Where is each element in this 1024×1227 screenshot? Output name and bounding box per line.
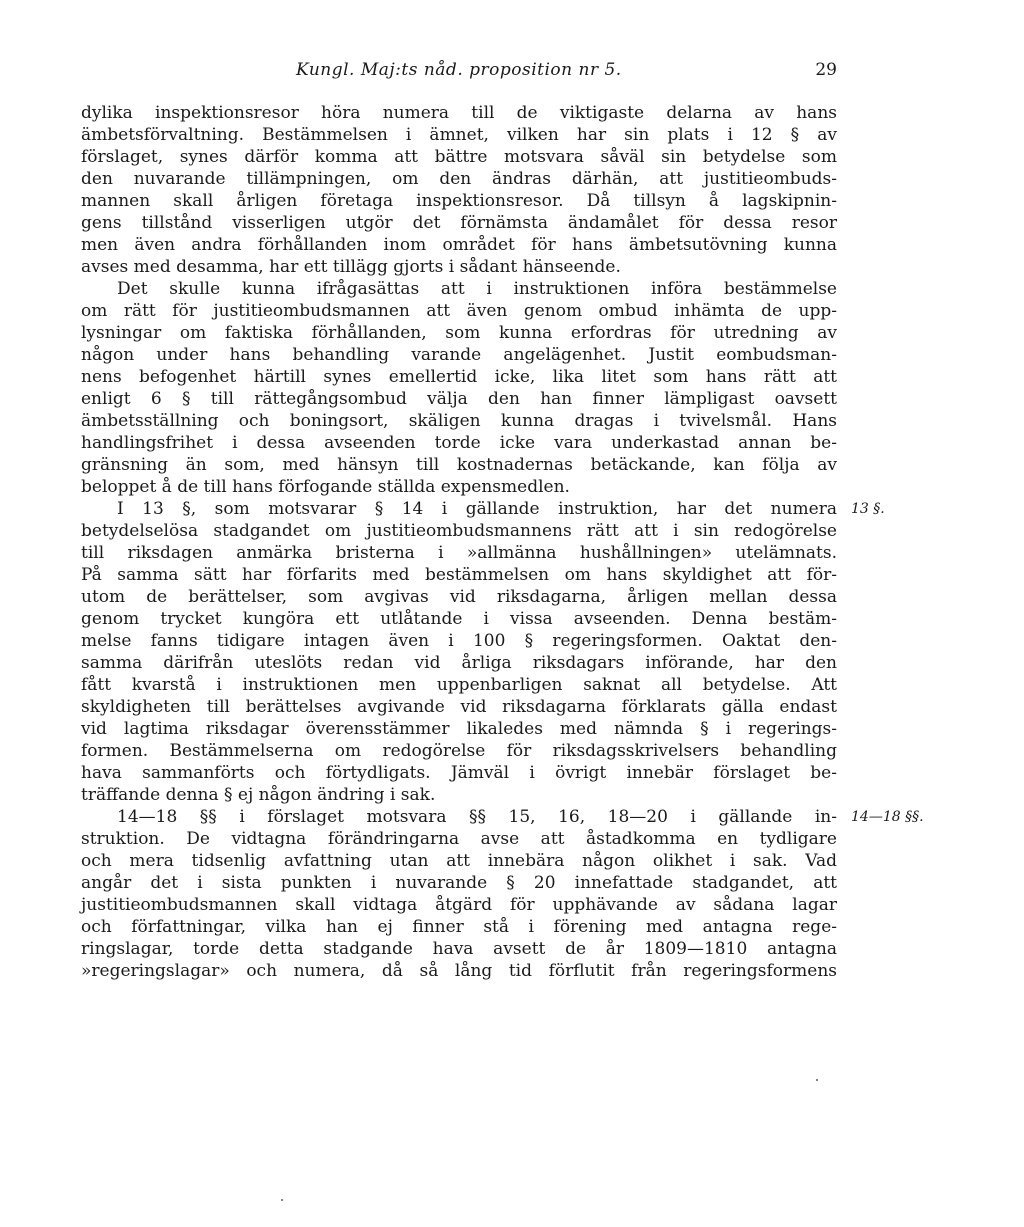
text-line: och mera tidsenlig avfattning utan att innebära någon olikhet i sak. Vad — [81, 851, 837, 871]
text-line: ämbetsställning och boningsort, skäligen kunna dragas i tvivelsmål. Hans — [81, 411, 837, 431]
margin-note: 14—18 §§. — [851, 809, 924, 825]
text-line: »regeringslagar» och numera, då så lång tid förflutit från regeringsformens — [81, 961, 837, 981]
text-line: 14—18 §§ i förslaget motsvara §§ 15, 16, 18—20 i gällande in- — [117, 807, 837, 827]
text-line: till riksdagen anmärka bristerna i »allmänna hushållningen» utelämnats. — [81, 543, 837, 563]
text-line: avses med desamma, har ett tillägg gjorts i sådant hänseende. — [81, 257, 621, 277]
text-line: genom trycket kungöra ett utlåtande i vissa avseenden. Denna bestäm- — [81, 609, 837, 629]
text-line: beloppet å de till hans förfogande ställda expensmedlen. — [81, 477, 570, 497]
text-line: betydelselösa stadgandet om justitieombudsmannens rätt att i sin redogörelse — [81, 521, 837, 541]
text-line: I 13 §, som motsvarar § 14 i gällande instruktion, har det numera — [117, 499, 837, 519]
text-line: nens befogenhet härtill synes emellertid icke, lika litet som hans rätt att — [81, 367, 837, 387]
text-line: justitieombudsmannen skall vidtaga åtgärd för upphävande av sådana lagar — [81, 895, 837, 915]
margin-note: 13 §. — [851, 501, 885, 517]
text-line: hava sammanförts och förtydligats. Jämväl i övrigt innebär förslaget be- — [81, 763, 837, 783]
text-line: om rätt för justitieombudsmannen att även genom ombud inhämta de upp- — [81, 301, 837, 321]
scan-speck — [281, 1199, 283, 1201]
text-line: Det skulle kunna ifrågasättas att i instruktionen införa bestämmelse — [117, 279, 837, 299]
text-line: samma därifrån uteslöts redan vid årliga riksdagars införande, har den — [81, 653, 837, 673]
text-line: någon under hans behandling varande angelägenhet. Justit eombudsman- — [81, 345, 837, 365]
text-line: vid lagtima riksdagar överensstämmer likaledes med nämnda § i regerings- — [81, 719, 837, 739]
text-line: gränsning än som, med hänsyn till kostnadernas betäckande, kan följa av — [81, 455, 837, 475]
text-line: På samma sätt har förfarits med bestämmelsen om hans skyldighet att för- — [81, 565, 837, 585]
text-line: dylika inspektionsresor höra numera till de viktigaste delarna av hans — [81, 103, 837, 123]
text-line: men även andra förhållanden inom området för hans ämbetsutövning kunna — [81, 235, 837, 255]
text-line: förslaget, synes därför komma att bättre motsvara såväl sin betydelse som — [81, 147, 837, 167]
text-line: och författningar, vilka han ej finner stå i förening med antagna rege- — [81, 917, 837, 937]
body-text — [81, 102, 837, 982]
text-line: den nuvarande tillämpningen, om den ändras därhän, att justitieombuds- — [81, 169, 837, 189]
page-number: 29 — [815, 60, 837, 80]
text-line: utom de berättelser, som avgivas vid riksdagarna, årligen mellan dessa — [81, 587, 837, 607]
running-title: Kungl. Maj:ts nåd. proposition nr 5. — [296, 60, 622, 80]
text-line: lysningar om faktiska förhållanden, som kunna erfordras för utredning av — [81, 323, 837, 343]
text-line: ringslagar, torde detta stadgande hava avsett de år 1809—1810 antagna — [81, 939, 837, 959]
text-line: fått kvarstå i instruktionen men uppenbarligen saknat all betydelse. Att — [81, 675, 837, 695]
text-line: enligt 6 § till rättegångsombud välja den han finner lämpligast oavsett — [81, 389, 837, 409]
text-line: formen. Bestämmelserna om redogörelse för riksdagsskrivelsers behandling — [81, 741, 837, 761]
text-line: ämbetsförvaltning. Bestämmelsen i ämnet, vilken har sin plats i 12 § av — [81, 125, 837, 145]
text-line: handlingsfrihet i dessa avseenden torde icke vara underkastad annan be- — [81, 433, 837, 453]
scan-speck — [816, 1079, 818, 1081]
text-line: melse fanns tidigare intagen även i 100 § regeringsformen. Oaktat den- — [81, 631, 837, 651]
text-line: angår det i sista punkten i nuvarande § 20 innefattade stadgandet, att — [81, 873, 837, 893]
text-line: träffande denna § ej någon ändring i sak. — [81, 785, 436, 805]
page-header — [81, 60, 837, 88]
text-line: mannen skall årligen företaga inspektionsresor. Då tillsyn å lagskipnin- — [81, 191, 837, 211]
text-line: struktion. De vidtagna förändringarna avse att åstadkomma en tydligare — [81, 829, 837, 849]
text-line: skyldigheten till berättelses avgivande vid riksdagarna förklarats gälla endast — [81, 697, 837, 717]
text-line: gens tillstånd visserligen utgör det förnämsta ändamålet för dessa resor — [81, 213, 837, 233]
